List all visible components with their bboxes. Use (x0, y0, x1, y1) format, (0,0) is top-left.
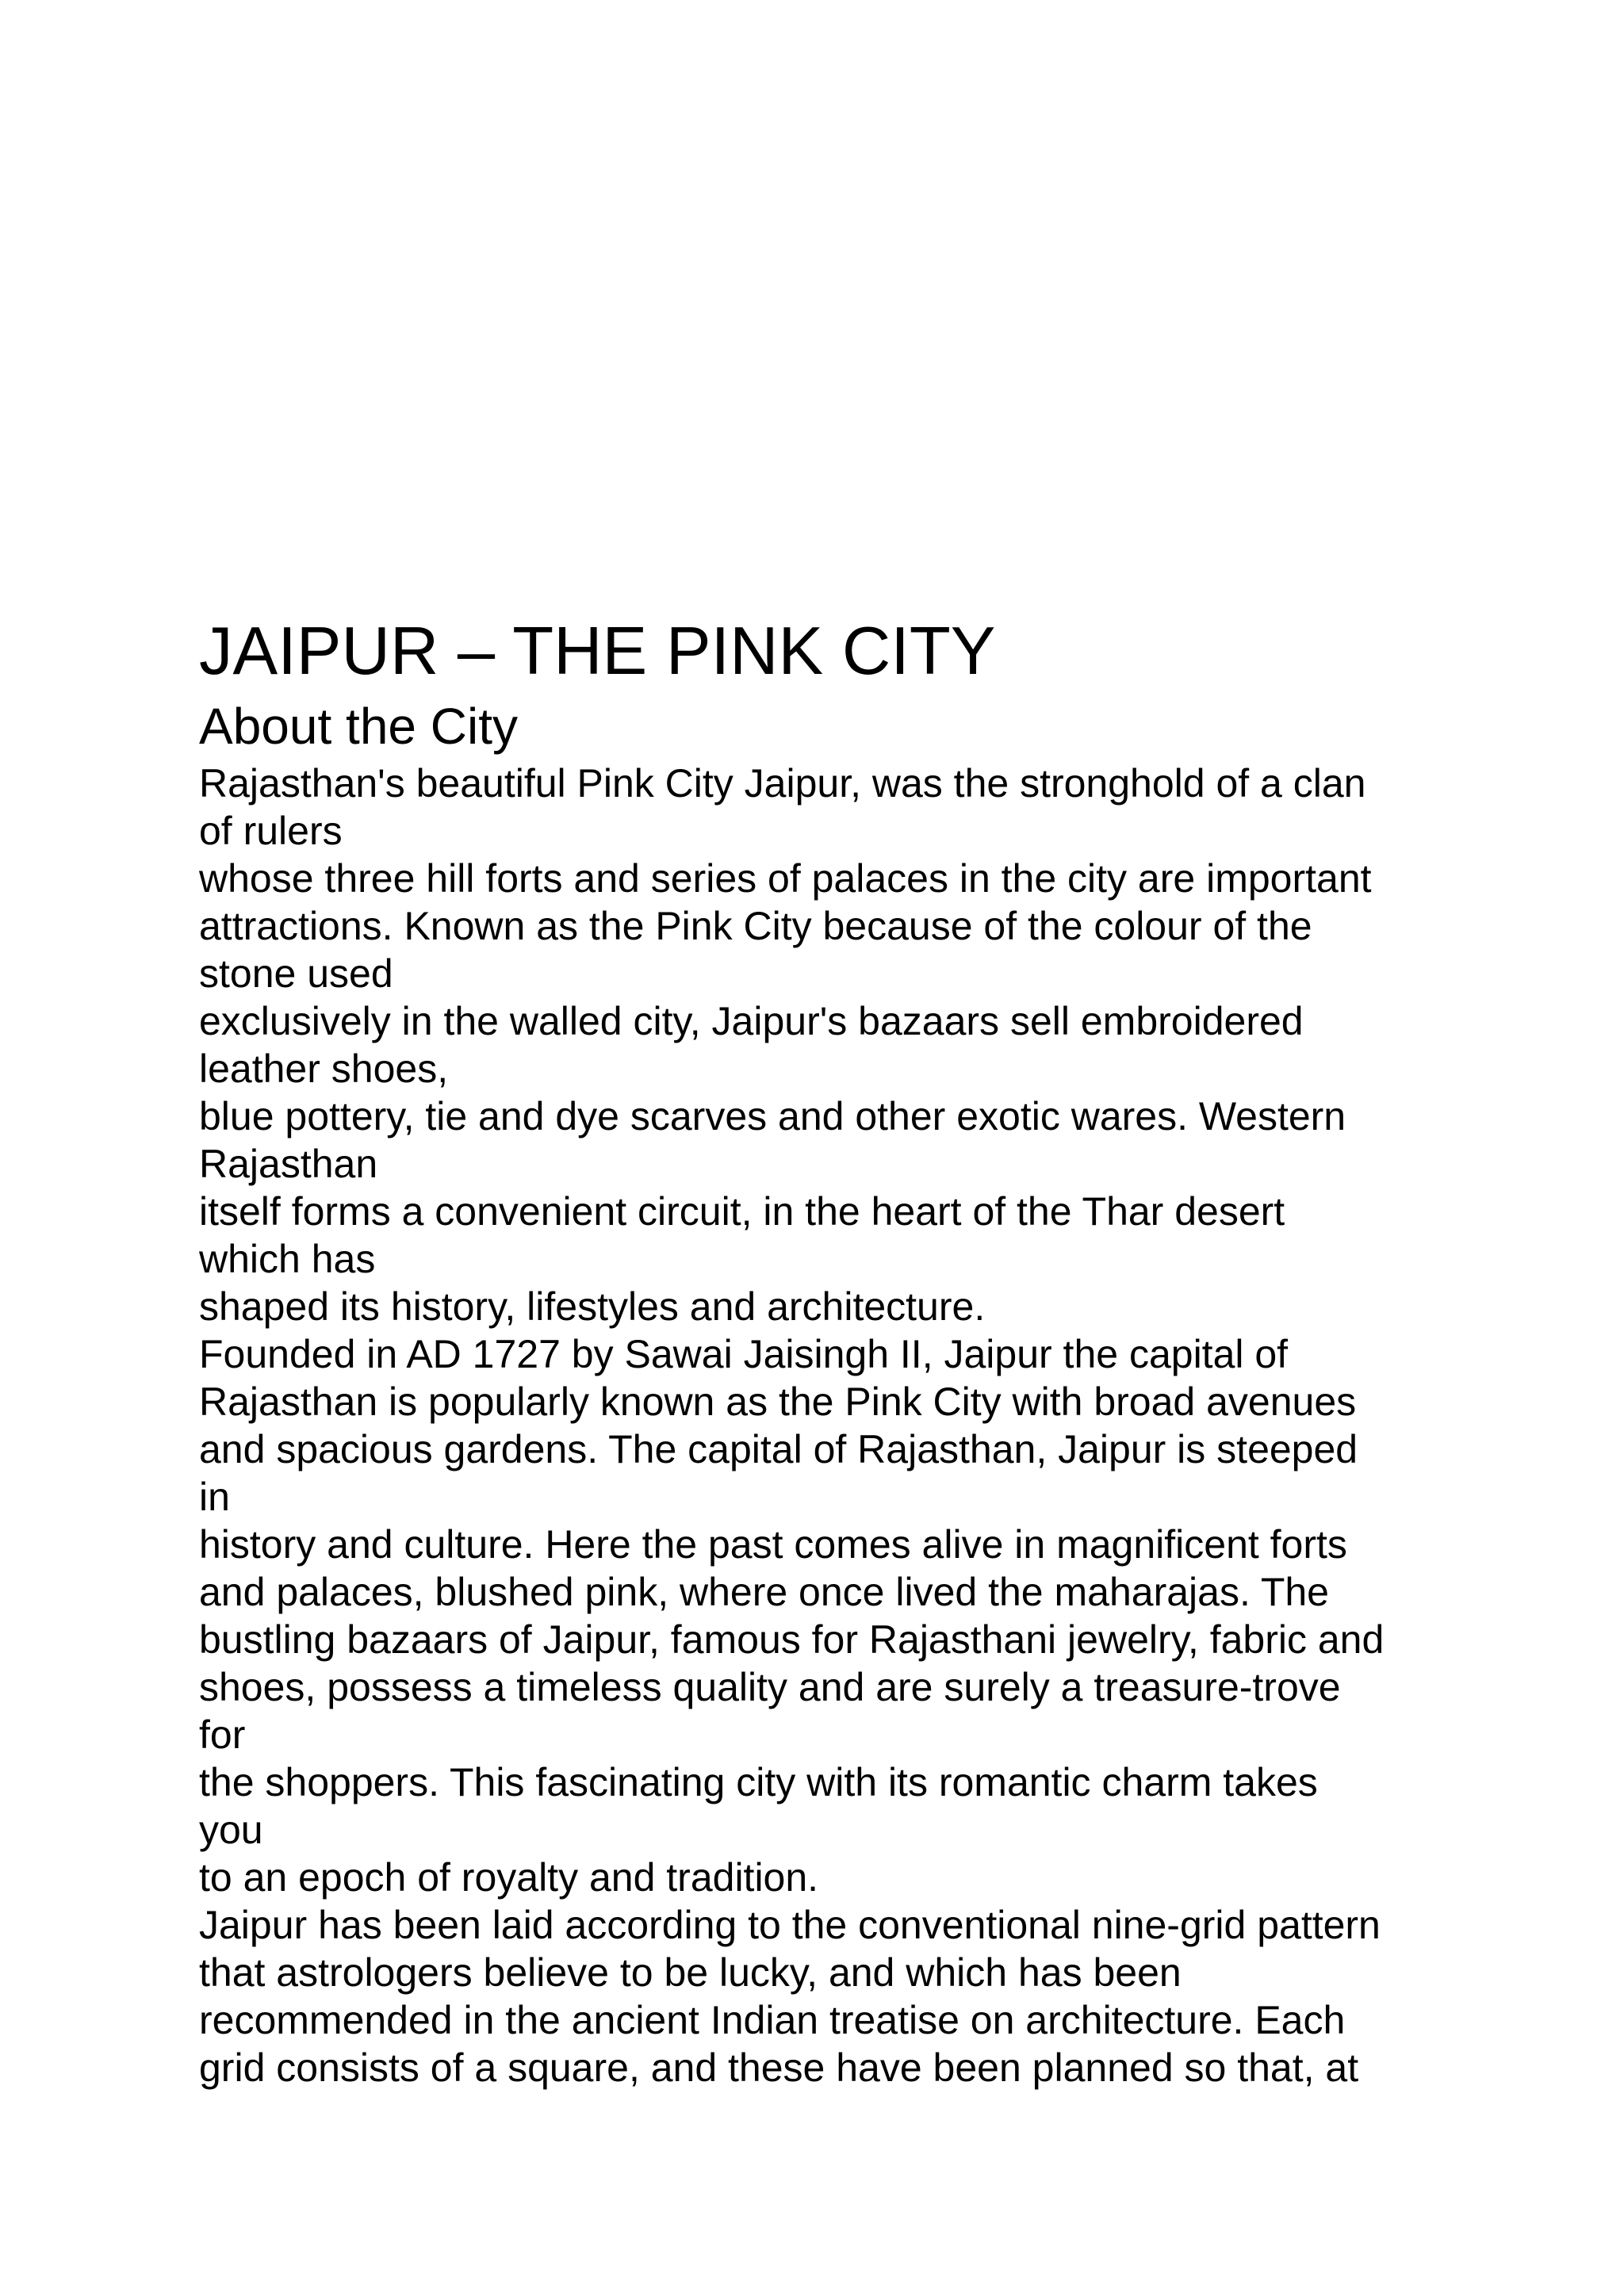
text-line: Founded in AD 1727 by Sawai Jaisingh II, Jaipur the capital of (199, 1332, 1289, 1376)
text-line: for (199, 1712, 246, 1757)
text-line: recommended in the ancient Indian treatise on architecture. Each (199, 1998, 1346, 2042)
text-line: and palaces, blushed pink, where once lived the maharajas. The (199, 1570, 1329, 1614)
text-line: in (199, 1475, 230, 1519)
text-line: whose three hill forts and series of palaces in the city are important (199, 856, 1372, 901)
text-line: exclusively in the walled city, Jaipur's bazaars sell embroidered (199, 999, 1304, 1043)
text-line: itself forms a convenient circuit, in the heart of the Thar desert (199, 1189, 1285, 1234)
text-line: Jaipur has been laid according to the conventional nine-grid pattern (199, 1903, 1381, 1947)
text-line: shoes, possess a timeless quality and are surely a treasure-trove (199, 1665, 1341, 1709)
text-line: Rajasthan (199, 1142, 378, 1186)
text-line: bustling bazaars of Jaipur, famous for Rajasthani jewelry, fabric and (199, 1617, 1385, 1662)
text-line: blue pottery, tie and dye scarves and other exotic wares. Western (199, 1094, 1346, 1138)
text-line: you (199, 1808, 263, 1852)
text-line: stone used (199, 951, 393, 996)
text-line: of rulers (199, 809, 343, 853)
text-line: to an epoch of royalty and tradition. (199, 1855, 819, 1900)
text-line: the shoppers. This fascinating city with its romantic charm takes (199, 1760, 1318, 1804)
text-line: Rajasthan is popularly known as the Pink City with broad avenues (199, 1380, 1357, 1424)
body-text (199, 760, 1507, 2091)
section-heading: About the City (199, 698, 518, 755)
text-line: grid consists of a square, and these have been planned so that, at (199, 2045, 1359, 2090)
text-line: which has (199, 1237, 376, 1281)
document-body (199, 610, 1507, 2091)
text-line: that astrologers believe to be lucky, and which has been (199, 1950, 1182, 1995)
text-line: shaped its history, lifestyles and architecture. (199, 1284, 986, 1329)
text-line: leather shoes, (199, 1047, 449, 1091)
text-line: and spacious gardens. The capital of Rajasthan, Jaipur is steeped (199, 1427, 1358, 1471)
text-line: history and culture. Here the past comes alive in magnificent forts (199, 1522, 1347, 1567)
document-title: JAIPUR – THE PINK CITY (199, 614, 996, 689)
text-line: attractions. Known as the Pink City because of the colour of the (199, 904, 1312, 948)
text-line: Rajasthan's beautiful Pink City Jaipur, was the stronghold of a clan (199, 761, 1366, 806)
